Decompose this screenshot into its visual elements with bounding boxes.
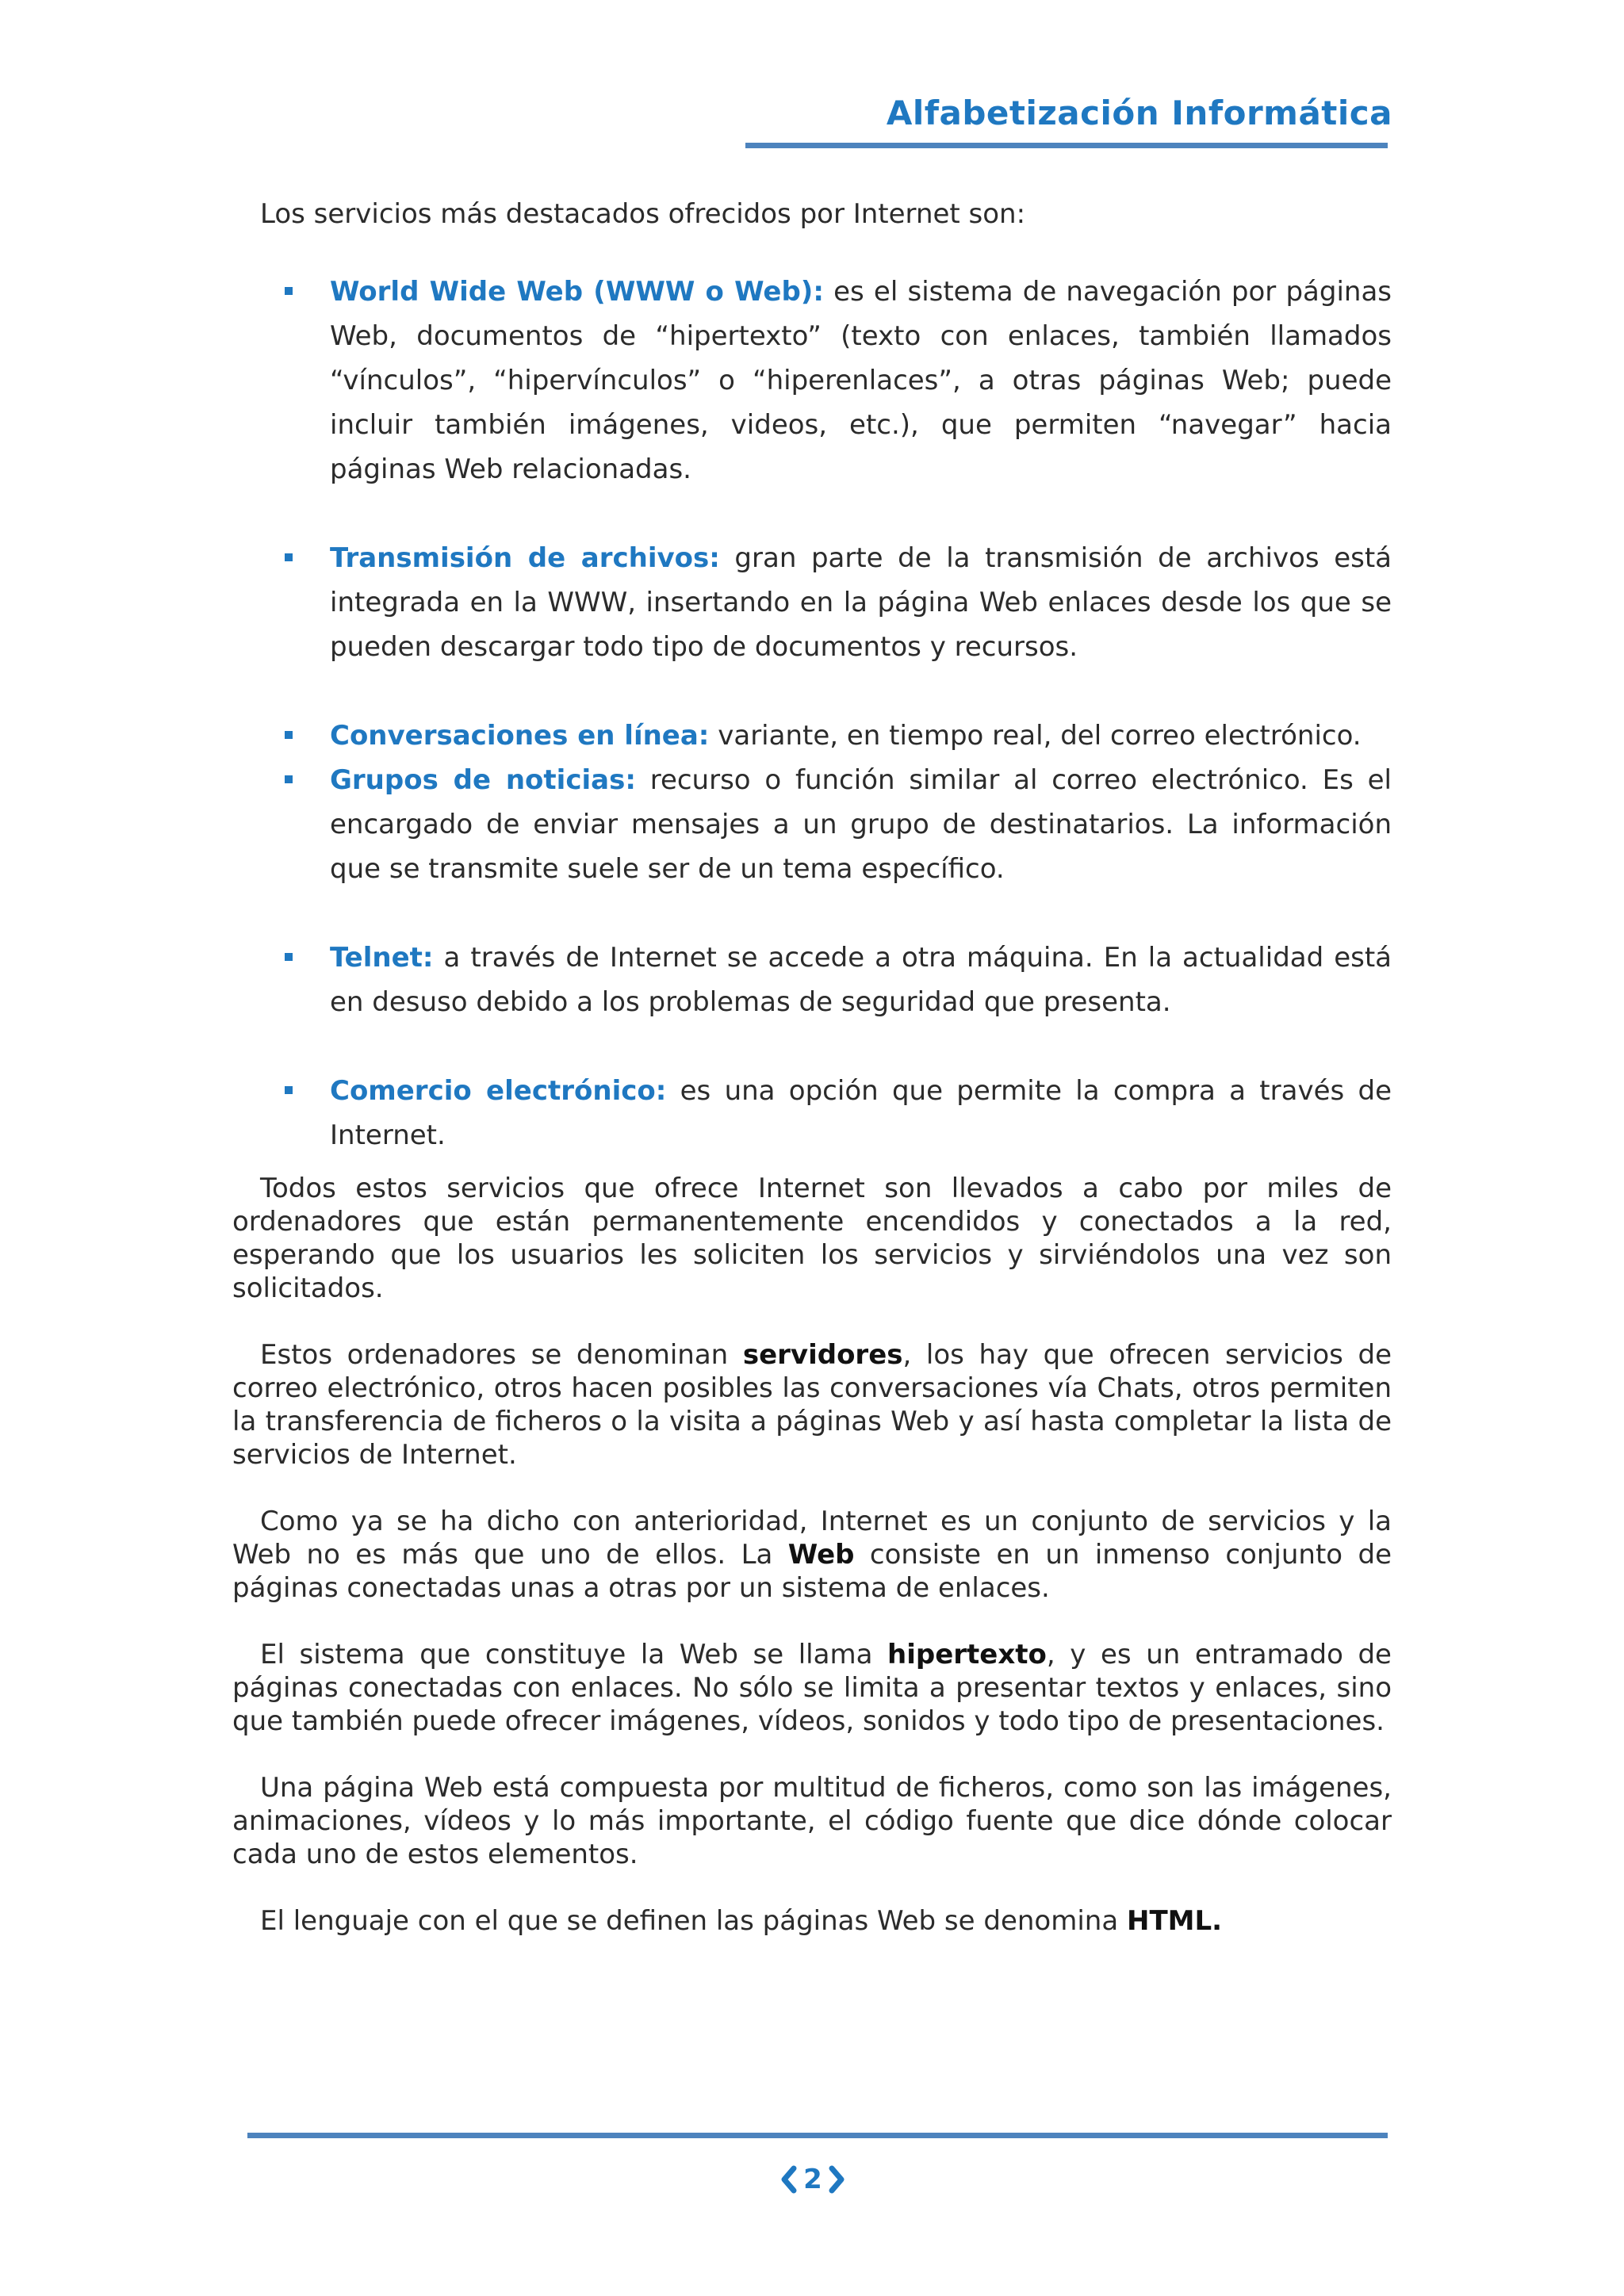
paragraph-text: El lenguaje con el que se definen las páginas Web se denomina <box>260 1905 1127 1937</box>
body-paragraphs <box>232 1172 1392 1971</box>
bullet-square-icon <box>285 287 293 295</box>
service-item-telnet <box>282 936 1392 1024</box>
bold-term-web: Web <box>787 1539 855 1571</box>
service-item-comercio <box>282 1069 1392 1158</box>
paragraph-servidores <box>232 1338 1392 1471</box>
bullet-square-icon <box>285 953 293 961</box>
paragraph-text: Estos ordenadores se denominan <box>260 1339 743 1371</box>
paragraph-text: El sistema que constituye la Web se llama <box>260 1639 887 1670</box>
paragraph-pagina-web <box>232 1771 1392 1871</box>
service-description: recurso o función similar al correo electrónico. Es el encargado de enviar mensajes a un grupo de destinatarios. La información que se transmite suele ser de un tema específico. <box>330 764 1392 885</box>
paragraph-text: Una página Web está compuesta por multitud de ficheros, como son las imágenes, animaciones, vídeos y lo más importante, el código fuente que dice dónde colocar cada uno de estos elementos. <box>232 1772 1392 1870</box>
paragraph-text: consiste en un inmenso conjunto de páginas conectadas unas a otras por un sistema de enlaces. <box>232 1539 1392 1604</box>
service-description: gran parte de la transmisión de archivos está integrada en la WWW, insertando en la página Web enlaces desde los que se pueden descargar todo tipo de documentos y recursos. <box>330 542 1392 663</box>
paragraph-servicios <box>232 1172 1392 1305</box>
paragraph-text: Como ya se ha dicho con anterioridad, Internet es un conjunto de servicios y la Web no es más que uno de ellos. La <box>232 1506 1392 1571</box>
service-item-transmision <box>282 536 1392 669</box>
page-number <box>769 2158 856 2201</box>
bullet-square-icon <box>285 553 293 561</box>
service-term: Transmisión de archivos: <box>330 542 720 574</box>
intro-text: Los servicios más destacados ofrecidos por Internet son: <box>260 198 1026 230</box>
bullet-square-icon <box>285 1086 293 1094</box>
paragraph-text: , y es un entramado de páginas conectadas con enlaces. No sólo se limita a presentar textos y enlaces, sino que también puede ofrecer imágenes, vídeos, sonidos y todo tipo de presentaciones. <box>232 1639 1392 1737</box>
header-divider <box>745 143 1388 148</box>
bullet-square-icon <box>285 731 293 739</box>
service-term: Comercio electrónico: <box>330 1075 667 1107</box>
chevron-right-icon <box>827 2164 848 2195</box>
page-number-value: 2 <box>803 2164 822 2195</box>
paragraph-web <box>232 1505 1392 1605</box>
service-term: Grupos de noticias: <box>330 764 636 796</box>
service-description: variante, en tiempo real, del correo electrónico. <box>718 720 1362 752</box>
service-item-www <box>282 270 1392 492</box>
paragraph-text: Todos estos servicios que ofrece Internet son llevados a cabo por miles de ordenadores que están permanentemente encendidos y conectados a la red, esperando que los usuarios les soliciten los servicios y sirviéndolos una vez son solicitados. <box>232 1173 1392 1304</box>
service-term: Conversaciones en línea: <box>330 720 710 752</box>
paragraph-hipertexto <box>232 1638 1392 1738</box>
footer-divider <box>247 2133 1388 2138</box>
bold-term-html: HTML. <box>1126 1905 1223 1937</box>
bullet-square-icon <box>285 775 293 783</box>
bold-term-hipertexto: hipertexto <box>887 1639 1047 1670</box>
chevron-left-icon <box>778 2164 799 2195</box>
services-list <box>282 270 1392 1158</box>
paragraph-html <box>232 1904 1392 1938</box>
service-item-grupos <box>282 758 1392 891</box>
service-description: es el sistema de navegación por páginas Web, documentos de “hipertexto” (texto con enlaces, también llamados “vínculos”, “hipervínculos” o “hiperenlaces”, a otras páginas Web; puede incluir también imágenes, videos, etc.), que permiten “navegar” hacia páginas Web relacionadas. <box>330 276 1392 485</box>
service-item-conversaciones <box>282 714 1392 758</box>
service-term: Telnet: <box>330 942 434 974</box>
service-description: es una opción que permite la compra a través de Internet. <box>330 1075 1392 1151</box>
document-header-title: Alfabetización Informática <box>886 94 1392 132</box>
service-description: a través de Internet se accede a otra máquina. En la actualidad está en desuso debido a los problemas de seguridad que presenta. <box>330 942 1392 1018</box>
paragraph-text: , los hay que ofrecen servicios de correo electrónico, otros hacen posibles las conversaciones vía Chats, otros permiten la transferencia de ficheros o la visita a páginas Web y así hasta completar la lista de servicios de Internet. <box>232 1339 1392 1471</box>
bold-term-servidores: servidores <box>742 1339 903 1371</box>
service-term: World Wide Web (WWW o Web): <box>330 276 824 308</box>
